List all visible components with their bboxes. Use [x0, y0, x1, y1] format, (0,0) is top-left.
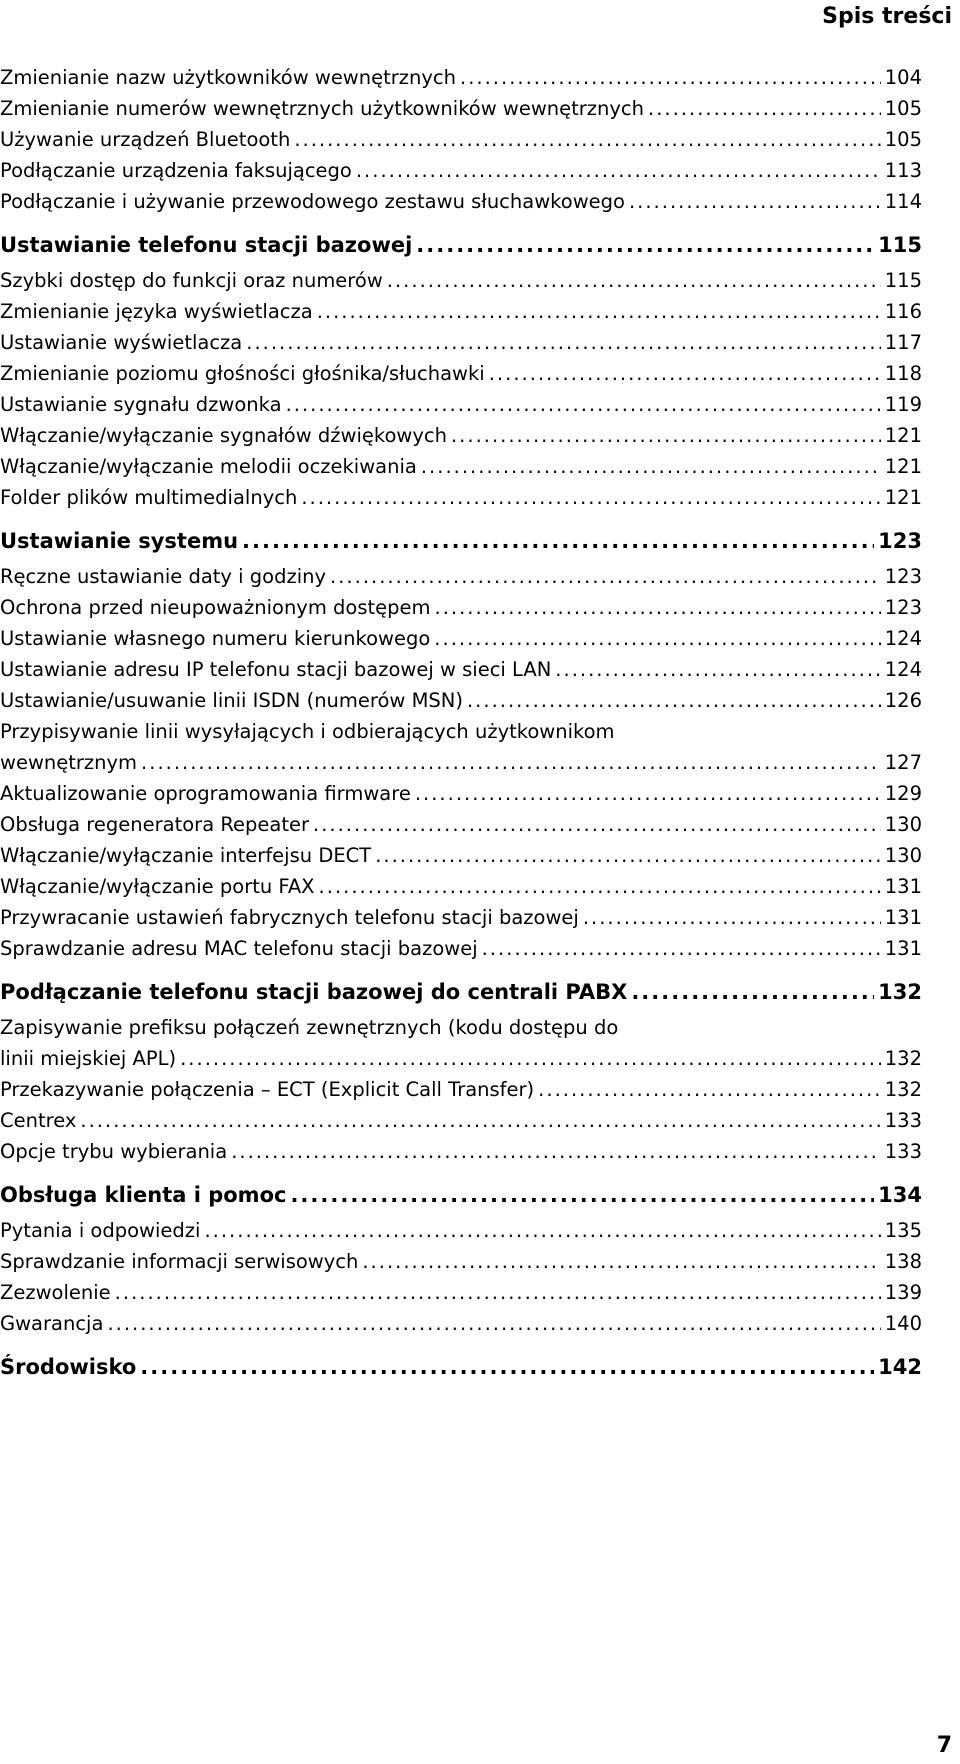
- toc-entry-title: Środowisko: [0, 1355, 137, 1379]
- toc-entry-page: 114: [884, 190, 922, 213]
- dot-leader: [141, 747, 881, 778]
- dot-leader: [460, 62, 881, 93]
- dot-leader: [180, 1043, 881, 1074]
- dot-leader: [115, 1277, 881, 1308]
- toc-entry-title: Ustawianie wyświetlacza: [0, 331, 243, 354]
- dot-leader: [648, 93, 881, 124]
- toc-entry-page: 130: [884, 813, 922, 836]
- dot-leader: [362, 1246, 880, 1277]
- dot-leader: [538, 1074, 881, 1105]
- toc-entry-page: 133: [884, 1109, 922, 1132]
- dot-leader: [451, 420, 881, 451]
- toc-entry[interactable]: [0, 840, 922, 871]
- toc-entry-title: Włączanie/wyłączanie interfejsu DECT: [0, 844, 372, 867]
- toc-entry-title: Zmienianie języka wyświetlacza: [0, 300, 313, 323]
- toc-entry-page: 121: [884, 424, 922, 447]
- toc-entry[interactable]: [0, 1043, 922, 1074]
- dot-leader: [290, 1175, 874, 1215]
- toc-entry[interactable]: [0, 420, 922, 451]
- dot-leader: [204, 1215, 880, 1246]
- toc-entry-page: 138: [884, 1250, 922, 1273]
- toc-entry[interactable]: [0, 623, 922, 654]
- dot-leader: [301, 482, 880, 513]
- toc-entry-title: Podłączanie urządzenia faksującego: [0, 159, 352, 182]
- toc-entry-title: Przywracanie ustawień fabrycznych telefonu stacji bazowej: [0, 906, 579, 929]
- toc-entry-page: 123: [878, 529, 922, 553]
- toc-entry[interactable]: [0, 902, 922, 933]
- dot-leader: [435, 592, 881, 623]
- toc-entry[interactable]: [0, 155, 922, 186]
- toc-entry[interactable]: [0, 124, 922, 155]
- toc-entry[interactable]: [0, 933, 922, 964]
- dot-leader: [415, 778, 881, 809]
- table-of-contents: [0, 62, 922, 1387]
- toc-entry-page: 115: [884, 269, 922, 292]
- toc-entry-page: 117: [884, 331, 922, 354]
- toc-entry-title: Zapisywanie prefiksu połączeń zewnętrznych (kodu dostępu do: [0, 1016, 619, 1039]
- toc-entry-title: Podłączanie telefonu stacji bazowej do centrali PABX: [0, 980, 628, 1004]
- toc-entry-page: 140: [884, 1312, 922, 1335]
- dot-leader: [286, 389, 881, 420]
- toc-entry-page: 127: [884, 751, 922, 774]
- toc-entry-page: 105: [884, 97, 922, 120]
- toc-entry[interactable]: [0, 1215, 922, 1246]
- dot-leader: [317, 296, 881, 327]
- toc-entry[interactable]: [0, 358, 922, 389]
- toc-entry-page: 134: [878, 1183, 922, 1207]
- toc-entry-page: 105: [884, 128, 922, 151]
- toc-entry-title: Ustawianie własnego numeru kierunkowego: [0, 627, 431, 650]
- dot-leader: [242, 521, 874, 561]
- page-number: 7: [936, 1733, 952, 1758]
- toc-entry-title-continuation: wewnętrznym: [0, 751, 138, 774]
- toc-entry[interactable]: [0, 93, 922, 124]
- dot-leader: [387, 265, 881, 296]
- toc-entry-page: 132: [884, 1078, 922, 1101]
- toc-entry-page: 139: [884, 1281, 922, 1304]
- toc-entry-title: Zmienianie numerów wewnętrznych użytkowników wewnętrznych: [0, 97, 645, 120]
- toc-entry[interactable]: [0, 809, 922, 840]
- dot-leader: [319, 871, 881, 902]
- toc-section-heading[interactable]: [0, 1347, 922, 1387]
- toc-entry[interactable]: [0, 592, 922, 623]
- toc-entry-title: Obsługa regeneratora Repeater: [0, 813, 309, 836]
- dot-leader: [489, 358, 881, 389]
- toc-entry-page: 116: [884, 300, 922, 323]
- toc-section-heading[interactable]: [0, 972, 922, 1012]
- toc-entry[interactable]: [0, 327, 922, 358]
- toc-entry-page: 115: [878, 233, 922, 257]
- toc-entry-title: Ustawianie systemu: [0, 529, 239, 553]
- toc-entry-page: 124: [884, 658, 922, 681]
- dot-leader: [375, 840, 881, 871]
- toc-entry-page: 129: [884, 782, 922, 805]
- toc-entry-title: Ochrona przed nieupoważnionym dostępem: [0, 596, 431, 619]
- toc-entry[interactable]: [0, 389, 922, 420]
- dot-leader: [246, 327, 881, 358]
- toc-entry-title: Ustawianie sygnału dzwonka: [0, 393, 282, 416]
- dot-leader: [330, 561, 881, 592]
- toc-entry-page: 113: [884, 159, 922, 182]
- dot-leader: [583, 902, 881, 933]
- toc-entry-title: Szybki dostęp do funkcji oraz numerów: [0, 269, 383, 292]
- toc-entry-first-line: [0, 716, 922, 747]
- toc-entry-page: 121: [884, 486, 922, 509]
- toc-entry-title: Aktualizowanie oprogramowania firmware: [0, 782, 411, 805]
- dot-leader: [313, 809, 881, 840]
- page-header-title: Spis treści: [822, 4, 952, 29]
- dot-leader: [629, 186, 881, 217]
- toc-entry-title: Przypisywanie linii wysyłających i odbierających użytkownikom: [0, 720, 615, 743]
- toc-entry-page: 118: [884, 362, 922, 385]
- toc-entry-page: 131: [884, 906, 922, 929]
- toc-entry-page: 126: [884, 689, 922, 712]
- toc-entry-page: 123: [884, 565, 922, 588]
- toc-entry-page: 124: [884, 627, 922, 650]
- dot-leader: [421, 451, 881, 482]
- toc-entry-title: Ustawianie adresu IP telefonu stacji bazowej w sieci LAN: [0, 658, 552, 681]
- toc-entry-first-line: [0, 1012, 922, 1043]
- toc-entry-title: Zmienianie poziomu głośności głośnika/słuchawki: [0, 362, 485, 385]
- toc-entry-page: 131: [884, 937, 922, 960]
- toc-entry-title: Włączanie/wyłączanie melodii oczekiwania: [0, 455, 417, 478]
- toc-entry[interactable]: [0, 1136, 922, 1167]
- toc-entry-title: Używanie urządzeń Bluetooth: [0, 128, 291, 151]
- toc-entry[interactable]: [0, 747, 922, 778]
- toc-entry[interactable]: [0, 1277, 922, 1308]
- dot-leader: [80, 1105, 880, 1136]
- dot-leader: [231, 1136, 881, 1167]
- toc-entry-page: 104: [884, 66, 922, 89]
- toc-entry[interactable]: [0, 265, 922, 296]
- toc-entry-page: 131: [884, 875, 922, 898]
- toc-entry[interactable]: [0, 186, 922, 217]
- toc-entry-title: Ustawianie telefonu stacji bazowej: [0, 233, 413, 257]
- dot-leader: [555, 654, 880, 685]
- toc-entry-title-continuation: linii miejskiej APL): [0, 1047, 177, 1070]
- toc-entry-title: Podłączanie i używanie przewodowego zestawu słuchawkowego: [0, 190, 625, 213]
- toc-entry[interactable]: [0, 482, 922, 513]
- dot-leader: [107, 1308, 880, 1339]
- toc-entry-title: Ustawianie/usuwanie linii ISDN (numerów MSN): [0, 689, 463, 712]
- toc-entry[interactable]: [0, 451, 922, 482]
- toc-entry[interactable]: [0, 1105, 922, 1136]
- toc-entry-title: Folder plików multimedialnych: [0, 486, 298, 509]
- toc-entry-title: Sprawdzanie informacji serwisowych: [0, 1250, 359, 1273]
- dot-leader: [294, 124, 880, 155]
- toc-entry-page: 132: [878, 980, 922, 1004]
- dot-leader: [467, 685, 881, 716]
- toc-entry-page: 132: [884, 1047, 922, 1070]
- toc-entry-title: Ręczne ustawianie daty i godziny: [0, 565, 327, 588]
- toc-entry[interactable]: [0, 1074, 922, 1105]
- toc-entry-title: Sprawdzanie adresu MAC telefonu stacji bazowej: [0, 937, 478, 960]
- toc-entry-page: 133: [884, 1140, 922, 1163]
- toc-entry-title: Włączanie/wyłączanie sygnałów dźwiękowych: [0, 424, 447, 447]
- toc-entry-title: Obsługa klienta i pomoc: [0, 1183, 287, 1207]
- dot-leader: [482, 933, 881, 964]
- toc-entry-title: Gwarancja: [0, 1312, 104, 1335]
- toc-entry[interactable]: [0, 62, 922, 93]
- dot-leader: [631, 972, 874, 1012]
- toc-section-heading[interactable]: [0, 225, 922, 265]
- toc-entry-title: Centrex: [0, 1109, 77, 1132]
- toc-entry[interactable]: [0, 1308, 922, 1339]
- toc-entry-title: Pytania i odpowiedzi: [0, 1219, 201, 1242]
- toc-entry-page: 142: [878, 1355, 922, 1379]
- dot-leader: [434, 623, 880, 654]
- toc-section-heading[interactable]: [0, 521, 922, 561]
- dot-leader: [140, 1347, 874, 1387]
- toc-entry[interactable]: [0, 561, 922, 592]
- dot-leader: [356, 155, 881, 186]
- toc-entry-page: 135: [884, 1219, 922, 1242]
- toc-entry[interactable]: [0, 654, 922, 685]
- toc-entry-page: 119: [884, 393, 922, 416]
- toc-entry[interactable]: [0, 296, 922, 327]
- toc-entry[interactable]: [0, 1246, 922, 1277]
- dot-leader: [416, 225, 874, 265]
- toc-entry[interactable]: [0, 685, 922, 716]
- toc-entry-page: 130: [884, 844, 922, 867]
- toc-entry-title: Przekazywanie połączenia – ECT (Explicit Call Transfer): [0, 1078, 535, 1101]
- toc-entry-title: Zmienianie nazw użytkowników wewnętrznych: [0, 66, 456, 89]
- toc-entry[interactable]: [0, 778, 922, 809]
- toc-section-heading[interactable]: [0, 1175, 922, 1215]
- toc-entry-page: 123: [884, 596, 922, 619]
- toc-entry[interactable]: [0, 871, 922, 902]
- toc-entry-title: Zezwolenie: [0, 1281, 111, 1304]
- toc-entry-page: 121: [884, 455, 922, 478]
- toc-entry-title: Włączanie/wyłączanie portu FAX: [0, 875, 315, 898]
- toc-entry-title: Opcje trybu wybierania: [0, 1140, 228, 1163]
